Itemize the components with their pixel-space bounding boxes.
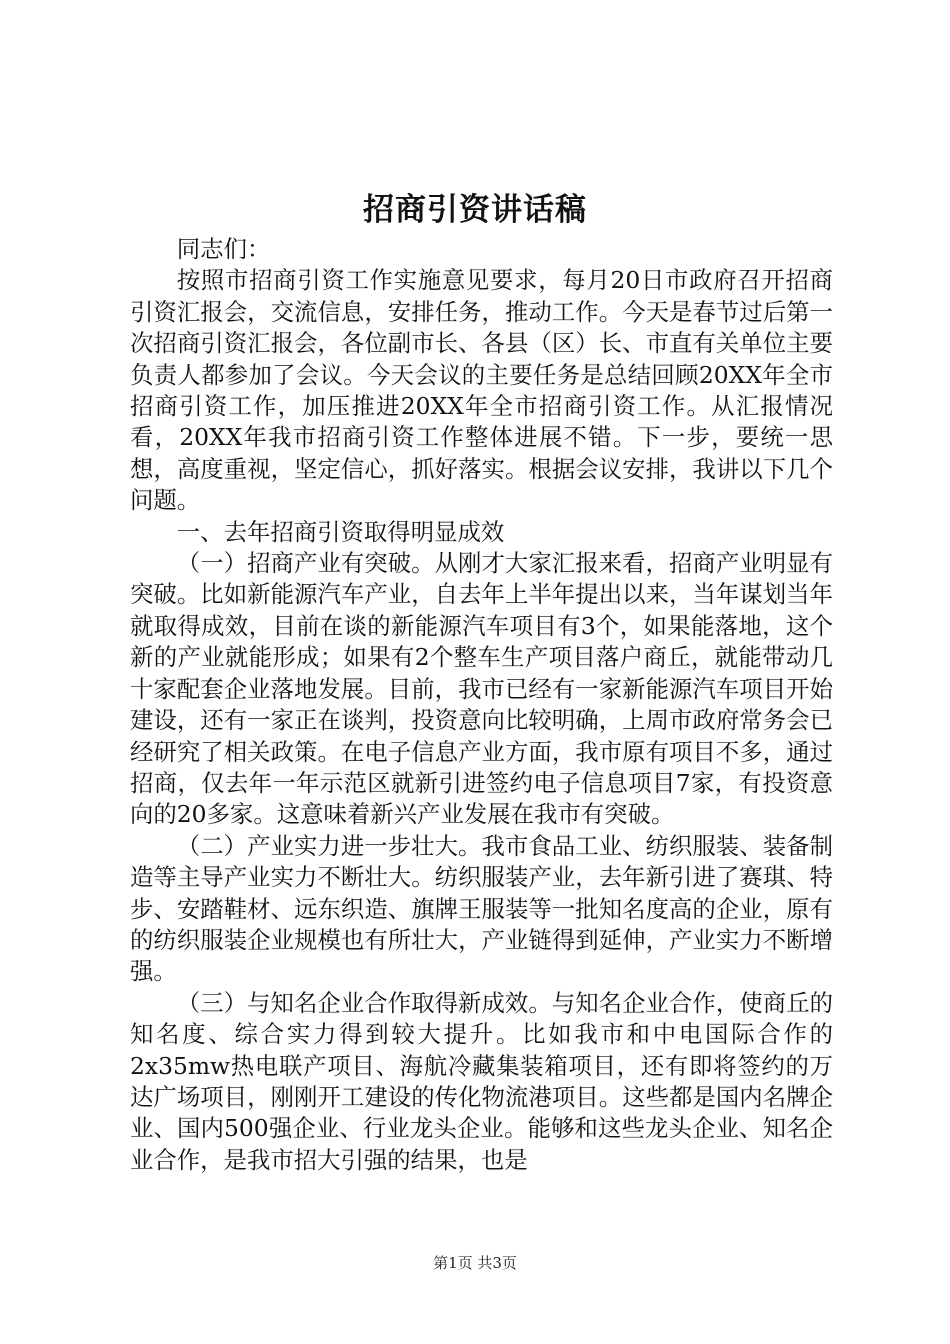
document-title: 招商引资讲话稿 [363,192,587,228]
salutation: 同志们： [176,235,271,263]
paragraph-item-1: （一）招商产业有突破。从刚才大家汇报来看，招商产业明显有突破。比如新能源汽车产业，自去年上半年提出以来，当年谋划当年就取得成效，目前在谈的新能源汽车项目有3个，如果能落地，这个新的产业就能形成；如果有2个整车生产项目落户商丘，就能带动几十家配套企业落地发展。目前，我市已经有一家新能源汽车项目开始建设，还有一家正在谈判，投资意向比较明确，上周市政府常务会已经研究了相关政策。在电子信息产业方面，我市原有项目不多，通过招商，仅去年一年示范区就新引进签约电子信息项目7家，有投资意向的20多家。这意味着新兴产业发展在我市有突破。 [130,549,833,829]
paragraph-item-2: （二）产业实力进一步壮大。我市食品工业、纺织服装、装备制造等主导产业实力不断壮大。纺织服装产业，去年新引进了赛琪、特步、安踏鞋材、远东织造、旗牌王服装等一批知名度高的企业，原有的纺织服装企业规模也有所壮大，产业链得到延伸，产业实力不断增强。 [130,831,833,986]
section-heading: 一、去年招商引资取得明显成效 [176,517,505,546]
document-body [130,234,833,1176]
paragraph-item-3: （三）与知名企业合作取得新成效。与知名企业合作，使商丘的知名度、综合实力得到较大提升。比如我市和中电国际合作的2x35mw热电联产项目、海航冷藏集装箱项目，还有即将签约的万达广场项目，刚刚开工建设的传化物流港项目。这些都是国内名牌企业、国内500强企业、行业龙头企业。能够和这些龙头企业、知名企业合作，是我市招大引强的结果，也是 [130,988,833,1174]
paragraph-intro: 按照市招商引资工作实施意见要求，每月20日市政府召开招商引资汇报会，交流信息，安排任务，推动工作。今天是春节过后第一次招商引资汇报会，各位副市长、各县（区）长、市直有关单位主要负责人都参加了会议。今天会议的主要任务是总结回顾20XX年全市招商引资工作，加压推进20XX年全市招商引资工作。从汇报情况看，20XX年我市招商引资工作整体进展不错。下一步，要统一思想，高度重视，坚定信心，抓好落实。根据会议安排，我讲以下几个问题。 [130,266,833,515]
page-footer: 第1页 共3页 [433,1254,517,1272]
